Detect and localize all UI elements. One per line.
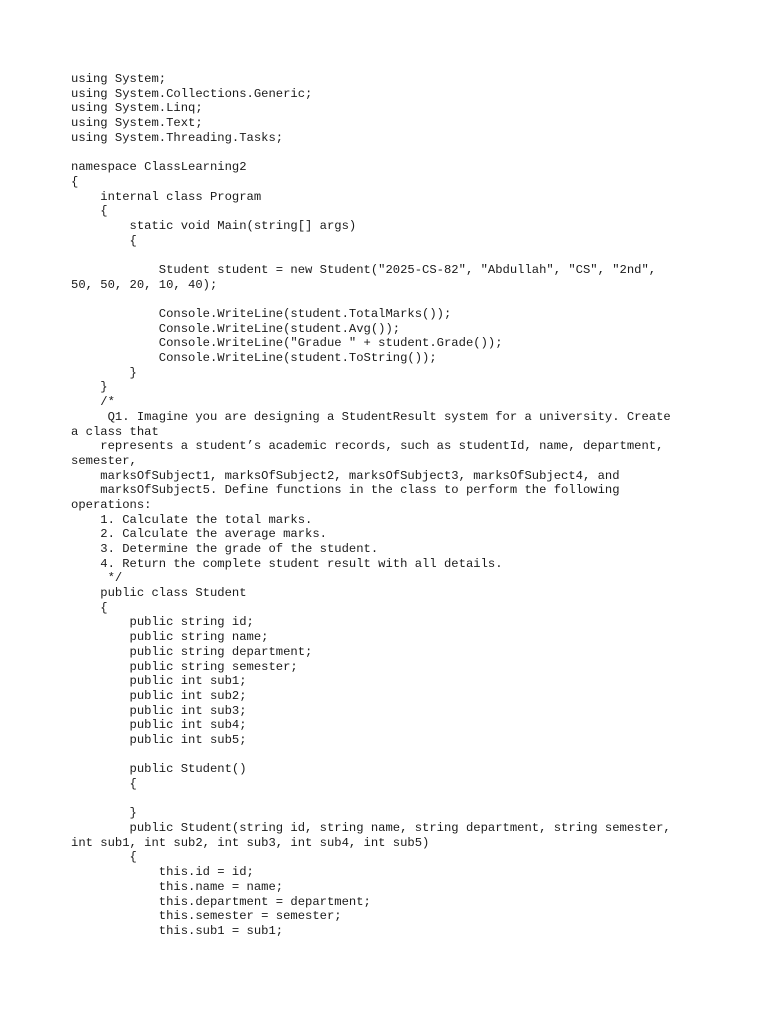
code-line: public int sub1; xyxy=(71,674,247,689)
code-line: Console.WriteLine(student.ToString()); xyxy=(71,351,437,366)
code-line: } xyxy=(71,365,137,380)
code-line: using System.Linq; xyxy=(71,101,203,116)
code-line: this.id = id; xyxy=(71,865,254,880)
code-line: Student student = new Student("2025-CS-82", "Abdullah", "CS", "2nd", xyxy=(71,262,657,277)
code-line: operations: xyxy=(71,497,152,512)
code-listing xyxy=(71,72,731,939)
code-line: } xyxy=(71,806,137,821)
code-line xyxy=(71,792,731,807)
code-line: 1. Calculate the total marks. xyxy=(71,512,313,527)
code-line: represents a student’s academic records, such as studentId, name, department, xyxy=(71,439,664,454)
code-line: int sub1, int sub2, int sub3, int sub4, int sub5) xyxy=(71,835,430,850)
code-line: static void Main(string[] args) xyxy=(71,218,357,233)
code-line: Q1. Imagine you are designing a StudentResult system for a university. Create xyxy=(71,409,671,424)
code-line xyxy=(71,748,731,763)
code-line: { xyxy=(71,174,79,189)
code-line: */ xyxy=(71,571,123,586)
code-line: semester, xyxy=(71,453,137,468)
code-line: using System.Threading.Tasks; xyxy=(71,130,284,145)
code-line: a class that xyxy=(71,424,159,439)
code-line: using System.Collections.Generic; xyxy=(71,86,313,101)
code-line: { xyxy=(71,600,108,615)
code-line: public int sub5; xyxy=(71,732,247,747)
code-line xyxy=(71,292,731,307)
code-line: 50, 50, 20, 10, 40); xyxy=(71,277,218,292)
code-line: Console.WriteLine("Gradue " + student.Grade()); xyxy=(71,336,503,351)
code-line: public Student() xyxy=(71,762,247,777)
code-line: marksOfSubject5. Define functions in the class to perform the following xyxy=(71,483,620,498)
code-line: { xyxy=(71,777,137,791)
code-line: 3. Determine the grade of the student. xyxy=(71,542,379,556)
code-line: public int sub2; xyxy=(71,688,247,703)
code-line: namespace ClassLearning2 xyxy=(71,160,247,175)
code-line xyxy=(71,145,731,160)
code-line: internal class Program xyxy=(71,189,262,204)
code-line: public int sub3; xyxy=(71,703,247,718)
code-line: Console.WriteLine(student.TotalMarks()); xyxy=(71,307,452,321)
code-line: { xyxy=(71,204,108,219)
code-line: marksOfSubject1, marksOfSubject2, marksOfSubject3, marksOfSubject4, and xyxy=(71,468,620,483)
code-line: public string name; xyxy=(71,630,269,645)
code-line xyxy=(71,248,731,263)
code-line: public int sub4; xyxy=(71,718,247,733)
code-line: this.name = name; xyxy=(71,879,284,894)
code-line: Console.WriteLine(student.Avg()); xyxy=(71,321,401,336)
code-line: { xyxy=(71,850,137,865)
code-line: /* xyxy=(71,395,115,410)
code-line: this.department = department; xyxy=(71,894,371,909)
code-line: { xyxy=(71,233,137,248)
code-line: 4. Return the complete student result with all details. xyxy=(71,556,503,571)
code-line: public string semester; xyxy=(71,659,298,674)
code-line: } xyxy=(71,380,108,395)
code-line: 2. Calculate the average marks. xyxy=(71,527,327,542)
code-line: public Student(string id, string name, string department, string semester, xyxy=(71,821,671,836)
code-line: using System.Text; xyxy=(71,116,203,131)
code-line: this.sub1 = sub1; xyxy=(71,923,284,938)
code-line: public class Student xyxy=(71,586,247,601)
code-line: public string id; xyxy=(71,615,254,630)
code-line: this.semester = semester; xyxy=(71,909,342,924)
code-line: using System; xyxy=(71,72,167,86)
code-line: public string department; xyxy=(71,644,313,659)
